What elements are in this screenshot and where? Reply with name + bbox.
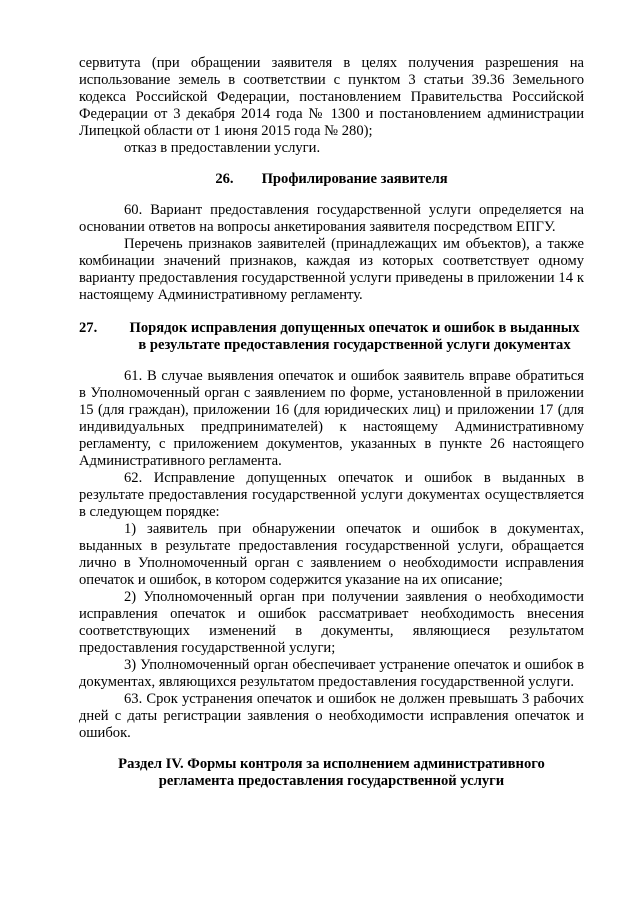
- list-item-2: 2) Уполномоченный орган при получении заявления о необходимости исправления опечаток и ошибок рассматривает необходимость внесения соответствующих изменений в документы, являющиеся результатом предоставления государственной услуги;: [79, 589, 584, 656]
- section-26-heading: [79, 171, 584, 188]
- section-27-heading: [79, 320, 584, 354]
- list-item-3: 3) Уполномоченный орган обеспечивает устранение опечаток и ошибок в документах, являющихся результатом предоставления государственной услуги.: [79, 657, 584, 690]
- section-26-title: Профилирование заявителя: [261, 171, 448, 187]
- paragraph-60: 60. Вариант предоставления государственной услуги определяется на основании ответов на вопросы анкетирования заявителя посредством ЕПГУ.: [79, 202, 584, 235]
- section-27-number: 27.: [79, 320, 98, 336]
- paragraph-61: 61. В случае выявления опечаток и ошибок заявитель вправе обратиться в Уполномоченный орган с заявлением по форме, установленной в приложении 15 (для граждан), приложении 16 (для юридических лиц) и приложении 17 (для индивидуальных предпринимателей) к настоящему Административному регламенту, с приложением документов, указанных в пункте 26 настоящего Административного регламента.: [79, 368, 584, 469]
- paragraph-62: 62. Исправление допущенных опечаток и ошибок в выданных в результате предоставления государственной услуги документах осуществляется в следующем порядке:: [79, 470, 584, 520]
- section-27-title: Порядок исправления допущенных опечаток и ошибок в выданных в результате предоставления государственной услуги документах: [129, 320, 580, 353]
- paragraph-refusal: отказ в предоставлении услуги.: [124, 140, 321, 156]
- section-26-number: 26.: [215, 171, 234, 187]
- section-iv-heading: Раздел IV. Формы контроля за исполнением административного регламента предоставления государственной услуги: [118, 756, 545, 789]
- paragraph-63: 63. Срок устранения опечаток и ошибок не должен превышать 3 рабочих дней с даты регистрации заявления о необходимости исправления опечаток и ошибок.: [79, 691, 584, 741]
- paragraph-servitude: сервитута (при обращении заявителя в целях получения разрешения на использование земель в соответствии с пунктом 3 статьи 39.36 Земельного кодекса Российской Федерации, постановлением Правительства Российской Федерации от 3 декабря 2014 года № 1300 и постановлением администрации Липецкой области от 1 июня 2015 года № 280);: [79, 55, 584, 139]
- list-item-1: 1) заявитель при обнаружении опечаток и ошибок в документах, выданных в результате предоставления государственной услуги, обращается лично в Уполномоченный орган с заявлением о необходимости исправления опечаток и ошибок, в котором содержится указание на их описание;: [79, 521, 584, 588]
- paragraph-criteria-list: Перечень признаков заявителей (принадлежащих им объектов), а также комбинации значений признаков, каждая из которых соответствует одному варианту предоставления государственной услуги приведены в приложении 14 к настоящему Административному регламенту.: [79, 236, 584, 303]
